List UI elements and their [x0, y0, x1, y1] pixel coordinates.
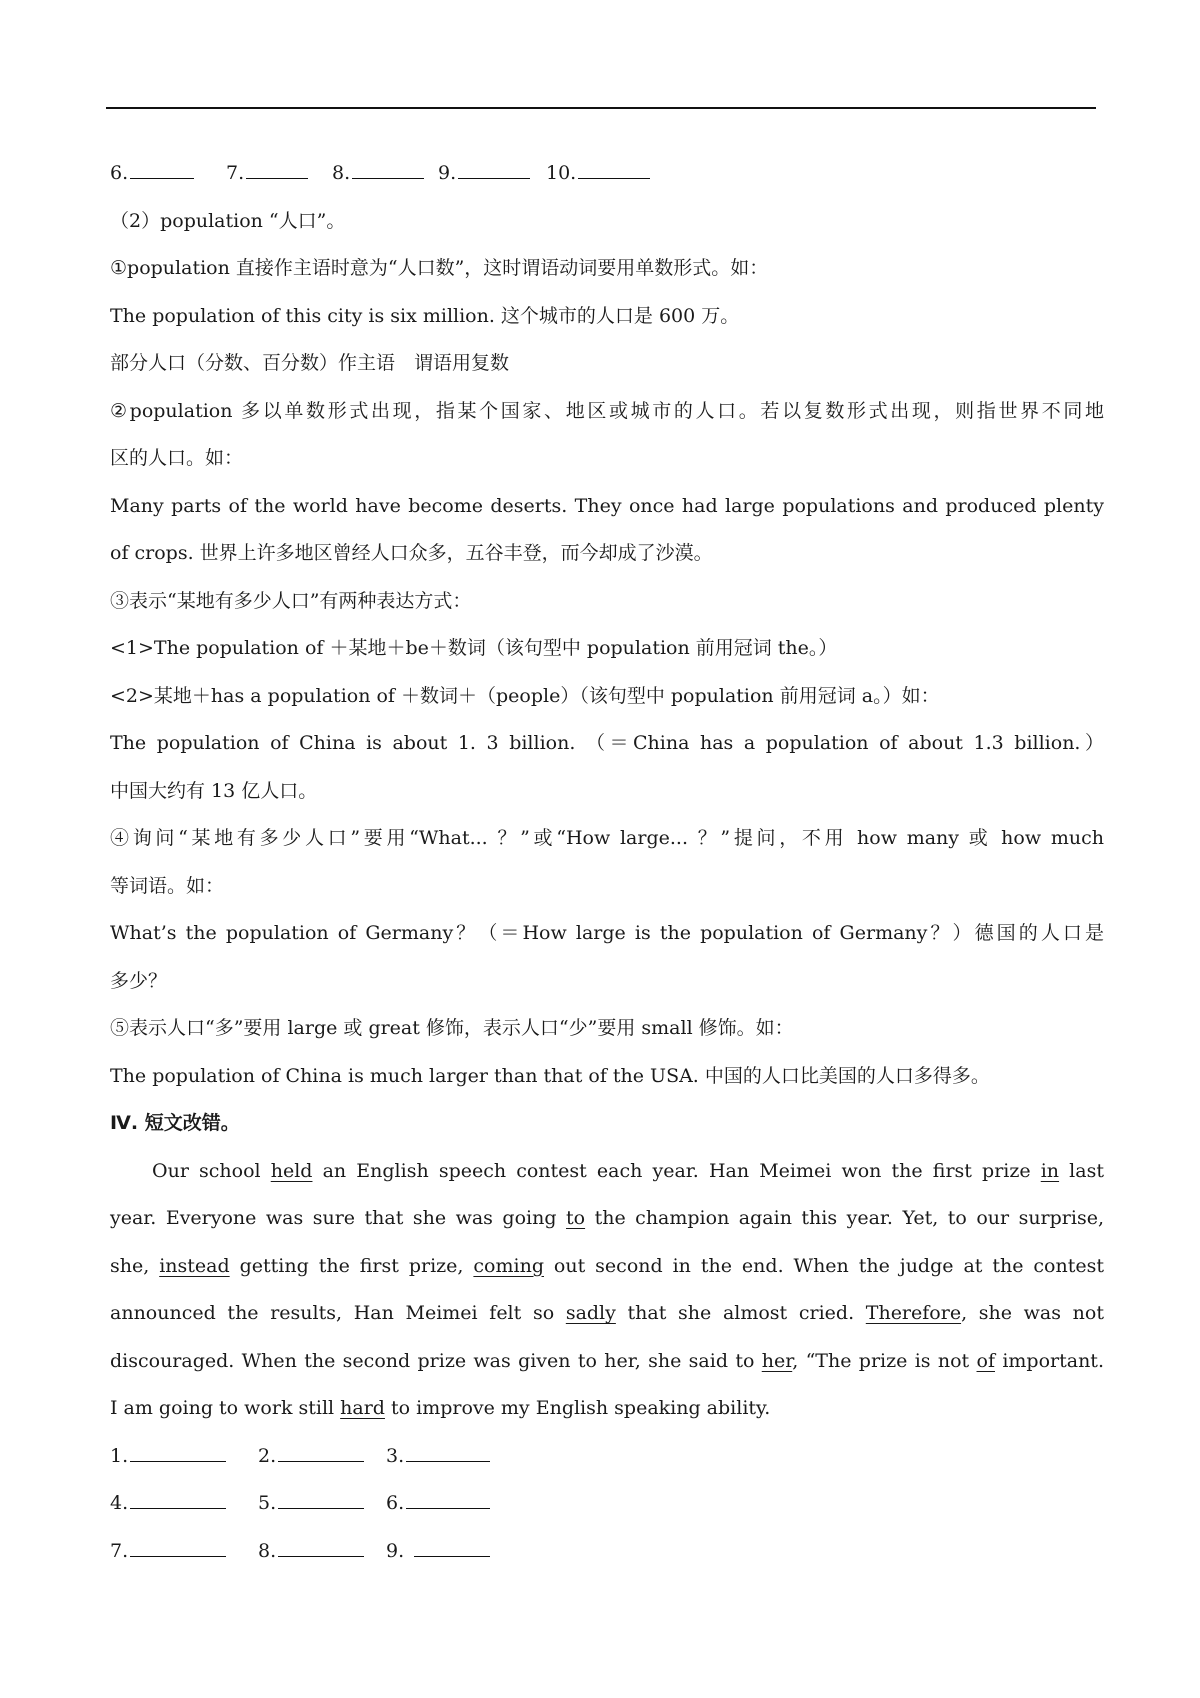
answer-blank-line[interactable] — [130, 1538, 226, 1557]
text-line: ⑤表示人口“多”要用 large 或 great 修饰，表示人口“少”要用 small 修饰。如： — [110, 1017, 794, 1039]
text-line: ①population 直接作主语时意为“人口数”，这时谓语动词要用单数形式。如： — [110, 257, 769, 279]
text-line: 部分人口（分数、百分数）作主语 谓语用复数 — [110, 352, 510, 374]
underlined-word: instead — [159, 1254, 230, 1277]
blank-item: 6. — [110, 150, 226, 198]
underlined-word: held — [270, 1159, 313, 1182]
section-title-population: （2）population “人口”。 — [110, 209, 346, 232]
blank-item: 5. — [258, 1480, 386, 1528]
blank-item: 6. — [386, 1480, 490, 1528]
blank-item: 2. — [258, 1433, 386, 1481]
answer-row — [110, 1480, 1104, 1528]
answer-blank-line[interactable] — [130, 160, 194, 179]
answer-blank-line[interactable] — [130, 1490, 226, 1509]
passage-line: I am going to work still hard to improve my English speaking ability. — [110, 1397, 771, 1419]
blank-item: 8. — [258, 1528, 386, 1576]
blank-item: 7. — [226, 150, 332, 198]
text-line: The population of China is about 1. 3 billion. （＝China has a population of about 1.3 billion.） — [110, 732, 1104, 754]
answer-blank-line[interactable] — [278, 1443, 364, 1462]
underlined-word: in — [1040, 1159, 1060, 1182]
text-line: ②population 多以单数形式出现，指某个国家、地区或城市的人口。若以复数形式出现，则指世界不同地 — [110, 399, 1104, 422]
underlined-word: her — [761, 1349, 793, 1372]
answer-blank-line[interactable] — [278, 1538, 364, 1557]
text-line: What’s the population of Germany？（＝How large is the population of Germany？）德国的人口是 — [110, 922, 1104, 944]
blank-item: 1. — [110, 1433, 258, 1481]
section-heading-correction: Ⅳ. 短文改错。 — [110, 1112, 240, 1134]
text-line: 区的人口。如： — [110, 447, 244, 469]
answer-blanks-6-10 — [110, 150, 1104, 198]
passage-line: year. Everyone was sure that she was going to the champion again this year. Yet, to our surprise, — [110, 1207, 1104, 1229]
passage-line: announced the results, Han Meimei felt so sadly that she almost cried. Therefore, she was not — [110, 1302, 1104, 1324]
blank-item: 4. — [110, 1480, 258, 1528]
underlined-word: sadly — [565, 1302, 616, 1324]
text-line: 中国大约有 13 亿人口。 — [110, 779, 318, 802]
text-line: Many parts of the world have become deserts. They once had large populations and produced plenty — [110, 494, 1104, 517]
underlined-word: to — [566, 1207, 586, 1229]
blank-item: 3. — [386, 1433, 490, 1481]
passage-line: she, instead getting the first prize, coming out second in the end. When the judge at the contest — [110, 1254, 1104, 1277]
answer-blank-line[interactable] — [458, 160, 530, 179]
answer-blank-line[interactable] — [246, 160, 308, 179]
text-line: <2>某地＋has a population of ＋数词＋（people）（该句型中 population 前用冠词 a。）如： — [110, 684, 940, 707]
underlined-word: coming — [473, 1254, 544, 1277]
blank-item: 7. — [110, 1528, 258, 1576]
answer-blank-line[interactable] — [414, 1538, 490, 1557]
text-line: The population of this city is six million. 这个城市的人口是 600 万。 — [110, 304, 740, 327]
text-line: ④询问“某地有多少人口”要用“What... ？”或“How large... ？”提问，不用 how many 或 how much — [110, 827, 1104, 849]
blank-item: 9. — [438, 150, 546, 198]
blank-item: 9. — [386, 1528, 490, 1576]
answer-blank-line[interactable] — [578, 160, 650, 179]
underlined-word: Therefore — [865, 1302, 962, 1324]
underlined-word: of — [976, 1349, 995, 1372]
answer-row — [110, 1433, 1104, 1481]
text-line: 等词语。如： — [110, 874, 225, 897]
answer-row — [110, 1528, 1104, 1576]
underlined-word: hard — [340, 1397, 385, 1419]
text-line: The population of China is much larger than that of the USA. 中国的人口比美国的人口多得多。 — [110, 1064, 990, 1087]
answer-blank-line[interactable] — [130, 1443, 226, 1462]
text-line: ③表示“某地有多少人口”有两种表达方式： — [110, 589, 472, 612]
answer-blank-line[interactable] — [278, 1490, 364, 1509]
blank-item: 8. — [332, 150, 438, 198]
blank-item: 10. — [546, 150, 650, 198]
answer-blank-line[interactable] — [406, 1490, 490, 1509]
page-content — [110, 150, 1104, 1575]
answer-blank-line[interactable] — [352, 160, 424, 179]
text-line: <1>The population of ＋某地＋be＋数词（该句型中 population 前用冠词 the。） — [110, 637, 838, 659]
passage-line: discouraged. When the second prize was given to her, she said to her, “The prize is not of important. — [110, 1349, 1104, 1372]
answer-blank-line[interactable] — [406, 1443, 490, 1462]
passage-line: Our school held an English speech contest each year. Han Meimei won the first prize in last — [152, 1159, 1104, 1182]
text-line: of crops. 世界上许多地区曾经人口众多，五谷丰登，而今却成了沙漠。 — [110, 542, 713, 564]
text-line: 多少？ — [110, 969, 168, 992]
header-rule — [106, 107, 1096, 109]
